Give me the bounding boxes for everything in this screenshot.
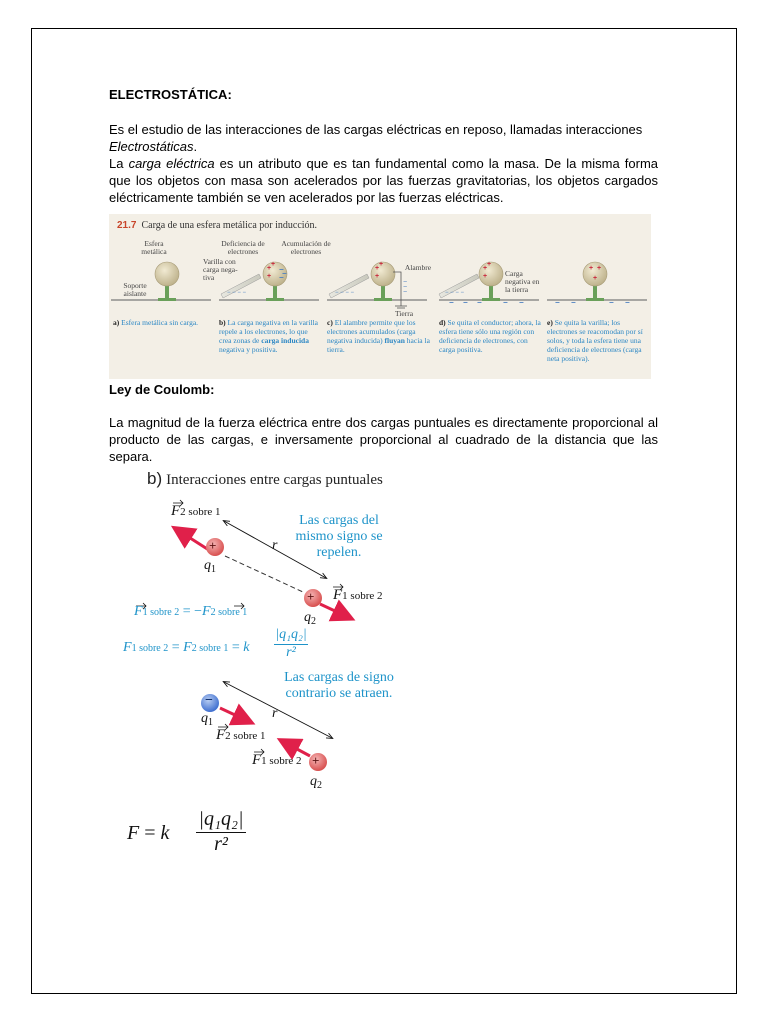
svg-text:− − − −: − − − − [445,290,465,296]
svg-text:−: − [609,298,614,307]
q2b-sub: 2 [317,780,322,791]
q2-label [304,610,316,627]
eq1-rhs-sub: 2 sobre 1 [210,607,248,618]
force-12-top [333,587,383,604]
figure2-title-text: Interacciones entre cargas puntuales [166,472,383,488]
force-21-sub: 2 sobre 1 [180,506,221,518]
svg-text:+: + [375,273,380,280]
svg-text:−: − [449,298,454,307]
caption-c-bold: fluyan [384,336,405,345]
caption-a-letter: a) [113,318,120,327]
heading-electrostatica: ELECTROSTÁTICA: [109,87,232,102]
paragraph-coulomb: La magnitud de la fuerza eléctrica entre dos cargas puntuales es directamente proporcional al producto de las cargas, e inversamente proporcional al cuadrado de la distancia que las separa. [109,415,658,464]
force-21-symbol: F [171,503,181,519]
paragraph-definition-italic: Electrostáticas [109,139,194,154]
q2-sign-bottom: + [312,753,320,768]
final-eq-denominator: r² [214,833,228,855]
force-12-symbol: F [333,587,343,603]
svg-text:−: − [282,269,287,278]
q2-sign: + [307,589,315,604]
q1-symbol: q [204,558,211,573]
svg-text:+: + [483,273,488,280]
r-label-bottom: r [272,706,278,721]
note-repel: Las cargas del mismo signo se repelen. [295,513,383,560]
final-eq-equals: = [144,822,156,844]
svg-text:−: − [503,298,508,307]
period: . [193,139,198,154]
caption-b-letter: b) [219,318,226,327]
q1-sub: 1 [211,564,216,575]
force-21-top [171,503,221,520]
q1-sign-bottom: − [205,693,213,708]
equation-magnitude: F1 sobre 2 = F2 sobre 1 = k [123,640,250,655]
paragraph-charge-rest: es un atributo que es tan fundamental como la masa. De la misma forma que los objetos con masa son acelerados por las fuerzas gravitatorias, los objetos cargados eléctricamente también se ven acelerados por las fuerzas eléctricas. [109,156,659,205]
force-12-sub: 1 sobre 2 [342,590,383,602]
svg-text:−: − [519,298,524,307]
q1b-sub: 1 [208,717,213,728]
coulomb-equation-fraction [196,808,246,856]
eq2-numerator: |q₁q₂| [275,627,307,642]
heading-coulomb: Ley de Coulomb: [109,382,215,397]
label-carga-tierra: Carga negativa en la tierra [505,269,540,294]
caption-d-text: Se quita el conductor; ahora, la esfera tiene sólo una región con deficiencia de electrones, con carga positiva. [439,318,541,354]
svg-text:− − − −: − − − − [227,290,247,296]
caption-a-text: Esfera metálica sin carga. [121,318,199,327]
svg-text:−: − [403,284,408,291]
final-eq-numerator: |q₁q₂| [198,808,244,830]
caption-b-bold: carga inducida [261,336,309,345]
caption-b-text: La carga negativa en la varilla repele a los electrones, lo que crea zonas de [219,318,318,345]
q1-label-bottom [201,711,213,728]
caption-c-text: El alambre permite que los electrones acumulados (carga negativa inducida) [327,318,416,345]
q2-label-bottom [310,774,322,791]
figure1-title-text: Carga de una esfera metálica por inducción. [141,220,318,231]
label-acumulacion: Acumulación de electrones [281,239,331,256]
q2b-symbol: q [310,774,317,789]
eq2-lhs-sub: 1 sobre 2 [131,643,169,654]
figure1-number: 21.7 [117,220,137,231]
force-12b-symbol: F [252,752,262,768]
svg-text:+: + [483,265,488,272]
svg-text:+: + [589,265,594,272]
svg-text:−: − [403,289,408,296]
figure2-label: b) [147,469,163,488]
eq2-mid-sub: 2 sobre 1 [191,643,229,654]
force-12-bottom [252,752,302,769]
svg-text:+: + [375,265,380,272]
paragraph-charge-start: La [109,156,129,171]
note-attract: Las cargas de signo contrario se atraen. [284,670,394,701]
caption-d-letter: d) [439,318,446,327]
svg-text:+: + [267,265,272,272]
eq2-denominator: r² [286,645,296,660]
svg-text:−: − [555,298,560,307]
svg-text:− − − −: − − − − [335,290,355,296]
force-21b-sub: 2 sobre 1 [225,730,266,742]
svg-text:+: + [267,273,272,280]
svg-text:−: − [279,265,284,274]
eq2-k: k [243,640,250,655]
force-21b-symbol: F [216,727,226,743]
label-alambre: Alambre [404,263,432,272]
paragraph-charge-italic: carga eléctrica [128,156,215,171]
paragraph-definition-text: Es el estudio de las interacciones de las cargas eléctricas en reposo, llamadas interacciones [109,122,643,137]
equation-magnitude-fraction [274,627,308,661]
final-eq-k: k [160,822,170,844]
svg-text:−: − [571,298,576,307]
svg-text:+: + [487,261,492,268]
label-deficiencia: Deficiencia de electrones [221,239,265,256]
label-esfera: Esfera metálica [141,239,167,256]
caption-b-end: negativa y positiva. [219,345,278,354]
r-label-top: r [272,538,278,553]
label-varilla: Varilla con carga nega- tiva [203,257,238,282]
eq1-lhs-sub: 1 sobre 2 [142,607,180,618]
force-12b-sub: 1 sobre 2 [261,755,302,767]
label-tierra: Tierra [394,309,414,318]
svg-text:+: + [597,265,602,272]
q1b-symbol: q [201,711,208,726]
caption-c-letter: c) [327,318,333,327]
svg-text:+: + [593,275,598,282]
svg-text:+: + [271,261,276,268]
final-eq-lhs: F [127,822,140,844]
force-21-bottom [216,727,266,744]
coulomb-equation [127,822,169,845]
q2-sub: 2 [311,616,316,627]
equation-newton-third: F1 sobre 2 = −F2 sobre 1 [134,604,248,619]
svg-text:−: − [463,298,468,307]
q1-label [204,558,216,575]
svg-text:−: − [625,298,630,307]
svg-text:−: − [279,273,284,282]
eq1-op: = − [182,604,203,619]
svg-text:−: − [403,279,408,286]
label-soporte: Soporte aislante [123,281,147,298]
caption-e-text: Se quita la varilla; los electrones se reacomodan por sí solos, y toda la esfera tiene una deficiencia de electrones (carga neta positiva). [547,318,643,363]
caption-c-end: hacia la tierra. [327,336,430,354]
q2-symbol: q [304,610,311,625]
svg-text:−: − [477,298,482,307]
svg-text:+: + [379,261,384,268]
caption-e-letter: e) [547,318,553,327]
q1-sign: + [209,538,217,553]
